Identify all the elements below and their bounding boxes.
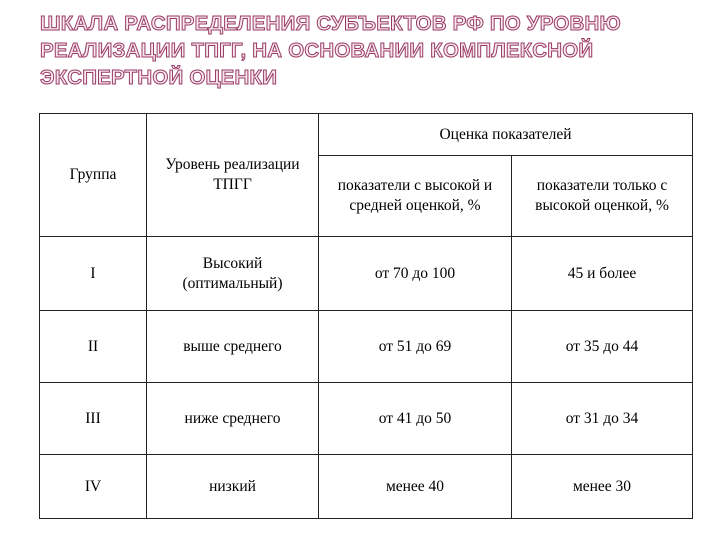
cell-high-only: от 31 до 34 (512, 383, 693, 455)
table-row (40, 311, 693, 383)
cell-level: ниже среднего (147, 383, 319, 455)
cell-high-only: от 35 до 44 (512, 311, 693, 383)
cell-group: II (40, 311, 147, 383)
cell-high-mid: менее 40 (319, 455, 512, 519)
distribution-table (39, 113, 693, 519)
header-group: Группа (40, 114, 147, 237)
table-row (40, 383, 693, 455)
cell-group: IV (40, 455, 147, 519)
header-level: Уровень реализации ТПГГ (147, 114, 319, 237)
header-high-mid: показатели с высокой и средней оценкой, % (319, 156, 512, 237)
table-row (40, 237, 693, 311)
cell-high-mid: от 70 до 100 (319, 237, 512, 311)
cell-level: выше среднего (147, 311, 319, 383)
cell-high-mid: от 41 до 50 (319, 383, 512, 455)
cell-level: Высокий (оптимальный) (147, 237, 319, 311)
cell-high-mid: от 51 до 69 (319, 311, 512, 383)
header-high-only: показатели только с высокой оценкой, % (512, 156, 693, 237)
cell-group: I (40, 237, 147, 311)
cell-high-only: 45 и более (512, 237, 693, 311)
table-row (40, 455, 693, 519)
cell-high-only: менее 30 (512, 455, 693, 519)
cell-level: низкий (147, 455, 319, 519)
header-row-1 (40, 114, 693, 156)
slide-title: ШКАЛА РАСПРЕДЕЛЕНИЯ СУБЪЕКТОВ РФ ПО УРОВНЮ РЕАЛИЗАЦИИ ТПГГ, НА ОСНОВАНИИ КОМПЛЕКСНОЙ ЭКСПЕРТНОЙ ОЦЕНКИ (40, 12, 621, 89)
header-assessment: Оценка показателей (319, 114, 693, 156)
cell-group: III (40, 383, 147, 455)
